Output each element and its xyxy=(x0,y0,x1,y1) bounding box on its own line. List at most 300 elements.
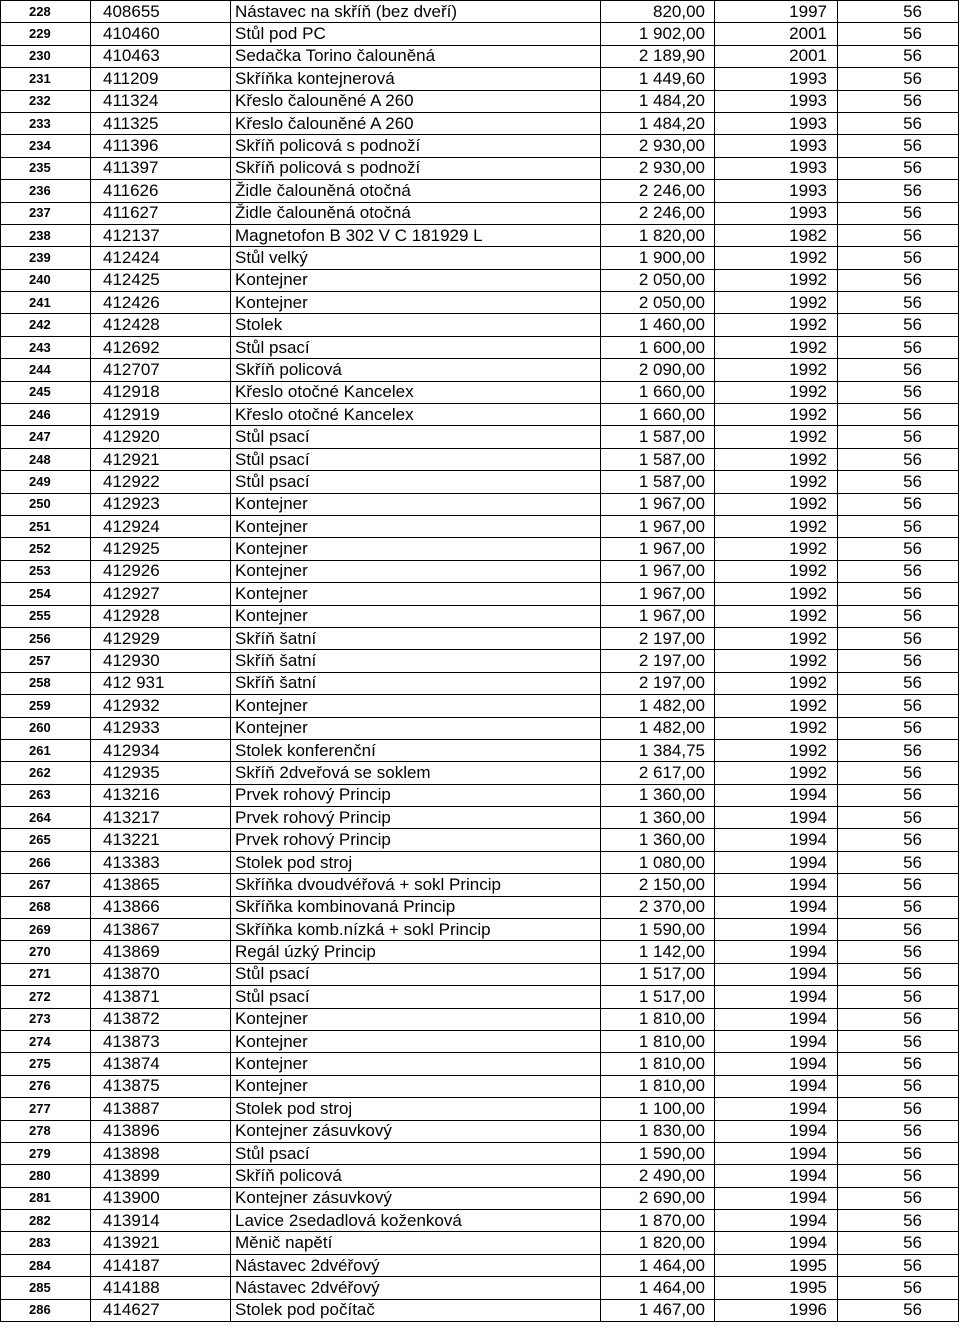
inventory-code-cell: 413875 xyxy=(91,1075,231,1097)
row-number-cell: 282 xyxy=(1,1210,91,1232)
price-cell: 2 189,90 xyxy=(601,45,715,67)
table-row xyxy=(1,672,959,694)
department-cell: 56 xyxy=(838,404,959,426)
price-cell: 1 449,60 xyxy=(601,68,715,90)
table-row xyxy=(1,269,959,291)
price-cell: 1 830,00 xyxy=(601,1120,715,1142)
table-row xyxy=(1,896,959,918)
department-cell: 56 xyxy=(838,1210,959,1232)
inventory-code-cell: 412932 xyxy=(91,695,231,717)
table-row xyxy=(1,1098,959,1120)
table-row xyxy=(1,560,959,582)
department-cell: 56 xyxy=(838,314,959,336)
inventory-code-cell: 411626 xyxy=(91,180,231,202)
table-row xyxy=(1,695,959,717)
item-name-cell: Kontejner xyxy=(231,1008,601,1030)
year-cell: 1995 xyxy=(715,1277,838,1299)
row-number-cell: 230 xyxy=(1,45,91,67)
item-name-cell: Skříň šatní xyxy=(231,650,601,672)
year-cell: 1992 xyxy=(715,336,838,358)
item-name-cell: Kontejner xyxy=(231,1030,601,1052)
table-row xyxy=(1,112,959,134)
price-cell: 1 360,00 xyxy=(601,829,715,851)
inventory-code-cell: 413921 xyxy=(91,1232,231,1254)
price-cell: 1 484,20 xyxy=(601,112,715,134)
department-cell: 56 xyxy=(838,247,959,269)
inventory-code-cell: 413898 xyxy=(91,1142,231,1164)
price-cell: 2 617,00 xyxy=(601,762,715,784)
year-cell: 1992 xyxy=(715,247,838,269)
table-row xyxy=(1,1,959,23)
year-cell: 2001 xyxy=(715,23,838,45)
price-cell: 1 590,00 xyxy=(601,919,715,941)
inventory-code-cell: 412921 xyxy=(91,448,231,470)
inventory-code-cell: 411324 xyxy=(91,90,231,112)
department-cell: 56 xyxy=(838,1053,959,1075)
price-cell: 1 902,00 xyxy=(601,23,715,45)
item-name-cell: Kontejner xyxy=(231,538,601,560)
year-cell: 1994 xyxy=(715,784,838,806)
inventory-code-cell: 413896 xyxy=(91,1120,231,1142)
table-row xyxy=(1,1232,959,1254)
price-cell: 1 810,00 xyxy=(601,1075,715,1097)
department-cell: 56 xyxy=(838,1098,959,1120)
price-cell: 1 587,00 xyxy=(601,426,715,448)
item-name-cell: Sedačka Torino čalouněná xyxy=(231,45,601,67)
item-name-cell: Stůl psací xyxy=(231,963,601,985)
row-number-cell: 261 xyxy=(1,739,91,761)
table-row xyxy=(1,493,959,515)
year-cell: 1994 xyxy=(715,941,838,963)
table-row xyxy=(1,941,959,963)
year-cell: 1992 xyxy=(715,672,838,694)
price-cell: 1 660,00 xyxy=(601,404,715,426)
row-number-cell: 281 xyxy=(1,1187,91,1209)
department-cell: 56 xyxy=(838,851,959,873)
department-cell: 56 xyxy=(838,1187,959,1209)
year-cell: 1992 xyxy=(715,493,838,515)
year-cell: 1994 xyxy=(715,1187,838,1209)
item-name-cell: Prvek rohový Princip xyxy=(231,807,601,829)
row-number-cell: 251 xyxy=(1,515,91,537)
row-number-cell: 268 xyxy=(1,896,91,918)
price-cell: 1 467,00 xyxy=(601,1299,715,1321)
table-row xyxy=(1,605,959,627)
table-row xyxy=(1,1120,959,1142)
item-name-cell: Kontejner xyxy=(231,1053,601,1075)
year-cell: 1992 xyxy=(715,269,838,291)
row-number-cell: 258 xyxy=(1,672,91,694)
table-row xyxy=(1,426,959,448)
inventory-code-cell: 412928 xyxy=(91,605,231,627)
table-row xyxy=(1,224,959,246)
department-cell: 56 xyxy=(838,1120,959,1142)
row-number-cell: 259 xyxy=(1,695,91,717)
item-name-cell: Měnič napětí xyxy=(231,1232,601,1254)
year-cell: 1994 xyxy=(715,1030,838,1052)
department-cell: 56 xyxy=(838,963,959,985)
row-number-cell: 257 xyxy=(1,650,91,672)
inventory-code-cell: 413383 xyxy=(91,851,231,873)
row-number-cell: 250 xyxy=(1,493,91,515)
department-cell: 56 xyxy=(838,359,959,381)
table-row xyxy=(1,1053,959,1075)
year-cell: 1993 xyxy=(715,68,838,90)
department-cell: 56 xyxy=(838,269,959,291)
price-cell: 2 050,00 xyxy=(601,269,715,291)
inventory-code-cell: 413874 xyxy=(91,1053,231,1075)
row-number-cell: 247 xyxy=(1,426,91,448)
table-row xyxy=(1,404,959,426)
item-name-cell: Kontejner xyxy=(231,292,601,314)
department-cell: 56 xyxy=(838,941,959,963)
department-cell: 56 xyxy=(838,1254,959,1276)
inventory-code-cell: 412927 xyxy=(91,583,231,605)
table-row xyxy=(1,448,959,470)
price-cell: 1 600,00 xyxy=(601,336,715,358)
department-cell: 56 xyxy=(838,672,959,694)
row-number-cell: 228 xyxy=(1,1,91,23)
inventory-code-cell: 414627 xyxy=(91,1299,231,1321)
inventory-code-cell: 412425 xyxy=(91,269,231,291)
inventory-code-cell: 411627 xyxy=(91,202,231,224)
item-name-cell: Regál úzký Princip xyxy=(231,941,601,963)
table-row xyxy=(1,1254,959,1276)
item-name-cell: Stůl psací xyxy=(231,471,601,493)
department-cell: 56 xyxy=(838,224,959,246)
table-row xyxy=(1,1277,959,1299)
inventory-code-cell: 411209 xyxy=(91,68,231,90)
department-cell: 56 xyxy=(838,112,959,134)
year-cell: 1993 xyxy=(715,135,838,157)
row-number-cell: 275 xyxy=(1,1053,91,1075)
price-cell: 1 820,00 xyxy=(601,1232,715,1254)
price-cell: 2 930,00 xyxy=(601,135,715,157)
table-row xyxy=(1,1187,959,1209)
table-row xyxy=(1,1142,959,1164)
inventory-code-cell: 412707 xyxy=(91,359,231,381)
price-cell: 1 360,00 xyxy=(601,807,715,829)
inventory-table-body xyxy=(1,1,959,1322)
year-cell: 1994 xyxy=(715,1098,838,1120)
price-cell: 2 197,00 xyxy=(601,650,715,672)
inventory-code-cell: 413221 xyxy=(91,829,231,851)
inventory-code-cell: 414188 xyxy=(91,1277,231,1299)
row-number-cell: 229 xyxy=(1,23,91,45)
item-name-cell: Stůl psací xyxy=(231,336,601,358)
price-cell: 820,00 xyxy=(601,1,715,23)
item-name-cell: Skříň policová s podnoží xyxy=(231,135,601,157)
table-row xyxy=(1,829,959,851)
year-cell: 1992 xyxy=(715,650,838,672)
price-cell: 2 370,00 xyxy=(601,896,715,918)
price-cell: 1 460,00 xyxy=(601,314,715,336)
item-name-cell: Nástavec na skříň (bez dveří) xyxy=(231,1,601,23)
row-number-cell: 253 xyxy=(1,560,91,582)
inventory-code-cell: 413865 xyxy=(91,874,231,896)
item-name-cell: Prvek rohový Princip xyxy=(231,784,601,806)
year-cell: 1994 xyxy=(715,1075,838,1097)
price-cell: 1 142,00 xyxy=(601,941,715,963)
department-cell: 56 xyxy=(838,807,959,829)
year-cell: 2001 xyxy=(715,45,838,67)
item-name-cell: Stůl pod PC xyxy=(231,23,601,45)
price-cell: 1 482,00 xyxy=(601,717,715,739)
item-name-cell: Skříňka dvoudvéřová + sokl Princip xyxy=(231,874,601,896)
item-name-cell: Skříňka kontejnerová xyxy=(231,68,601,90)
price-cell: 1 967,00 xyxy=(601,583,715,605)
item-name-cell: Skříň šatní xyxy=(231,627,601,649)
row-number-cell: 243 xyxy=(1,336,91,358)
table-row xyxy=(1,807,959,829)
department-cell: 56 xyxy=(838,68,959,90)
department-cell: 56 xyxy=(838,583,959,605)
inventory-code-cell: 410460 xyxy=(91,23,231,45)
department-cell: 56 xyxy=(838,762,959,784)
department-cell: 56 xyxy=(838,471,959,493)
inventory-code-cell: 412926 xyxy=(91,560,231,582)
year-cell: 1994 xyxy=(715,807,838,829)
item-name-cell: Skříň policová xyxy=(231,359,601,381)
inventory-code-cell: 414187 xyxy=(91,1254,231,1276)
row-number-cell: 254 xyxy=(1,583,91,605)
row-number-cell: 231 xyxy=(1,68,91,90)
row-number-cell: 236 xyxy=(1,180,91,202)
row-number-cell: 233 xyxy=(1,112,91,134)
inventory-code-cell: 412929 xyxy=(91,627,231,649)
inventory-code-cell: 413887 xyxy=(91,1098,231,1120)
row-number-cell: 241 xyxy=(1,292,91,314)
year-cell: 1994 xyxy=(715,1165,838,1187)
row-number-cell: 270 xyxy=(1,941,91,963)
year-cell: 1994 xyxy=(715,986,838,1008)
table-row xyxy=(1,874,959,896)
inventory-code-cell: 413870 xyxy=(91,963,231,985)
inventory-code-cell: 412137 xyxy=(91,224,231,246)
inventory-code-cell: 412919 xyxy=(91,404,231,426)
row-number-cell: 273 xyxy=(1,1008,91,1030)
price-cell: 1 810,00 xyxy=(601,1030,715,1052)
row-number-cell: 276 xyxy=(1,1075,91,1097)
row-number-cell: 283 xyxy=(1,1232,91,1254)
table-row xyxy=(1,1299,959,1321)
price-cell: 1 900,00 xyxy=(601,247,715,269)
year-cell: 1995 xyxy=(715,1254,838,1276)
inventory-code-cell: 412428 xyxy=(91,314,231,336)
row-number-cell: 265 xyxy=(1,829,91,851)
year-cell: 1992 xyxy=(715,583,838,605)
year-cell: 1992 xyxy=(715,560,838,582)
item-name-cell: Kontejner zásuvkový xyxy=(231,1187,601,1209)
inventory-code-cell: 412918 xyxy=(91,381,231,403)
price-cell: 1 810,00 xyxy=(601,1053,715,1075)
year-cell: 1993 xyxy=(715,112,838,134)
item-name-cell: Kontejner xyxy=(231,695,601,717)
item-name-cell: Nástavec 2dvéřový xyxy=(231,1254,601,1276)
inventory-code-cell: 412935 xyxy=(91,762,231,784)
row-number-cell: 280 xyxy=(1,1165,91,1187)
year-cell: 1992 xyxy=(715,314,838,336)
row-number-cell: 252 xyxy=(1,538,91,560)
year-cell: 1993 xyxy=(715,90,838,112)
department-cell: 56 xyxy=(838,157,959,179)
inventory-code-cell: 412930 xyxy=(91,650,231,672)
table-row xyxy=(1,90,959,112)
year-cell: 1992 xyxy=(715,739,838,761)
table-row xyxy=(1,650,959,672)
item-name-cell: Kontejner xyxy=(231,515,601,537)
row-number-cell: 245 xyxy=(1,381,91,403)
table-row xyxy=(1,180,959,202)
department-cell: 56 xyxy=(838,202,959,224)
year-cell: 1994 xyxy=(715,1053,838,1075)
table-row xyxy=(1,157,959,179)
table-row xyxy=(1,471,959,493)
row-number-cell: 260 xyxy=(1,717,91,739)
table-row xyxy=(1,381,959,403)
year-cell: 1992 xyxy=(715,538,838,560)
table-row xyxy=(1,1075,959,1097)
table-row xyxy=(1,1210,959,1232)
item-name-cell: Stolek pod počítač xyxy=(231,1299,601,1321)
department-cell: 56 xyxy=(838,90,959,112)
price-cell: 1 484,20 xyxy=(601,90,715,112)
price-cell: 1 080,00 xyxy=(601,851,715,873)
item-name-cell: Kontejner xyxy=(231,493,601,515)
department-cell: 56 xyxy=(838,493,959,515)
table-row xyxy=(1,45,959,67)
row-number-cell: 274 xyxy=(1,1030,91,1052)
department-cell: 56 xyxy=(838,45,959,67)
department-cell: 56 xyxy=(838,538,959,560)
row-number-cell: 286 xyxy=(1,1299,91,1321)
inventory-code-cell: 412 931 xyxy=(91,672,231,694)
row-number-cell: 237 xyxy=(1,202,91,224)
department-cell: 56 xyxy=(838,1277,959,1299)
item-name-cell: Stůl psací xyxy=(231,1142,601,1164)
year-cell: 1992 xyxy=(715,471,838,493)
item-name-cell: Stůl psací xyxy=(231,986,601,1008)
price-cell: 1 967,00 xyxy=(601,515,715,537)
table-row xyxy=(1,515,959,537)
department-cell: 56 xyxy=(838,292,959,314)
department-cell: 56 xyxy=(838,650,959,672)
year-cell: 1994 xyxy=(715,919,838,941)
row-number-cell: 248 xyxy=(1,448,91,470)
item-name-cell: Židle čalouněná otočná xyxy=(231,202,601,224)
inventory-code-cell: 410463 xyxy=(91,45,231,67)
inventory-code-cell: 412920 xyxy=(91,426,231,448)
price-cell: 1 384,75 xyxy=(601,739,715,761)
row-number-cell: 284 xyxy=(1,1254,91,1276)
row-number-cell: 235 xyxy=(1,157,91,179)
year-cell: 1992 xyxy=(715,515,838,537)
table-row xyxy=(1,717,959,739)
department-cell: 56 xyxy=(838,829,959,851)
row-number-cell: 255 xyxy=(1,605,91,627)
price-cell: 1 967,00 xyxy=(601,605,715,627)
year-cell: 1994 xyxy=(715,963,838,985)
year-cell: 1993 xyxy=(715,157,838,179)
price-cell: 1 464,00 xyxy=(601,1277,715,1299)
department-cell: 56 xyxy=(838,919,959,941)
row-number-cell: 240 xyxy=(1,269,91,291)
item-name-cell: Kontejner zásuvkový xyxy=(231,1120,601,1142)
row-number-cell: 262 xyxy=(1,762,91,784)
row-number-cell: 269 xyxy=(1,919,91,941)
item-name-cell: Stůl psací xyxy=(231,426,601,448)
table-row xyxy=(1,202,959,224)
year-cell: 1982 xyxy=(715,224,838,246)
item-name-cell: Lavice 2sedadlová koženková xyxy=(231,1210,601,1232)
department-cell: 56 xyxy=(838,986,959,1008)
item-name-cell: Skříň 2dveřová se soklem xyxy=(231,762,601,784)
department-cell: 56 xyxy=(838,695,959,717)
item-name-cell: Křeslo otočné Kancelex xyxy=(231,381,601,403)
year-cell: 1994 xyxy=(715,1232,838,1254)
row-number-cell: 271 xyxy=(1,963,91,985)
row-number-cell: 279 xyxy=(1,1142,91,1164)
row-number-cell: 246 xyxy=(1,404,91,426)
inventory-code-cell: 412692 xyxy=(91,336,231,358)
price-cell: 2 490,00 xyxy=(601,1165,715,1187)
year-cell: 1993 xyxy=(715,180,838,202)
item-name-cell: Skříňka komb.nízká + sokl Princip xyxy=(231,919,601,941)
inventory-code-cell: 412934 xyxy=(91,739,231,761)
price-cell: 2 690,00 xyxy=(601,1187,715,1209)
item-name-cell: Kontejner xyxy=(231,583,601,605)
item-name-cell: Skříň policová s podnoží xyxy=(231,157,601,179)
item-name-cell: Stolek konferenční xyxy=(231,739,601,761)
price-cell: 2 246,00 xyxy=(601,180,715,202)
inventory-code-cell: 412922 xyxy=(91,471,231,493)
price-cell: 1 967,00 xyxy=(601,493,715,515)
table-row xyxy=(1,292,959,314)
item-name-cell: Stolek pod stroj xyxy=(231,1098,601,1120)
department-cell: 56 xyxy=(838,560,959,582)
inventory-code-cell: 412924 xyxy=(91,515,231,537)
department-cell: 56 xyxy=(838,717,959,739)
table-row xyxy=(1,336,959,358)
department-cell: 56 xyxy=(838,605,959,627)
table-row xyxy=(1,762,959,784)
row-number-cell: 264 xyxy=(1,807,91,829)
year-cell: 1992 xyxy=(715,381,838,403)
price-cell: 1 660,00 xyxy=(601,381,715,403)
item-name-cell: Křeslo otočné Kancelex xyxy=(231,404,601,426)
inventory-code-cell: 413216 xyxy=(91,784,231,806)
table-row xyxy=(1,851,959,873)
table-row xyxy=(1,963,959,985)
item-name-cell: Židle čalouněná otočná xyxy=(231,180,601,202)
item-name-cell: Kontejner xyxy=(231,717,601,739)
department-cell: 56 xyxy=(838,426,959,448)
item-name-cell: Křeslo čalouněné A 260 xyxy=(231,112,601,134)
item-name-cell: Stůl velký xyxy=(231,247,601,269)
year-cell: 1992 xyxy=(715,695,838,717)
table-row xyxy=(1,314,959,336)
item-name-cell: Stůl psací xyxy=(231,448,601,470)
item-name-cell: Křeslo čalouněné A 260 xyxy=(231,90,601,112)
price-cell: 1 967,00 xyxy=(601,538,715,560)
price-cell: 1 820,00 xyxy=(601,224,715,246)
table-row xyxy=(1,919,959,941)
item-name-cell: Skříňka kombinovaná Princip xyxy=(231,896,601,918)
inventory-code-cell: 412923 xyxy=(91,493,231,515)
inventory-code-cell: 411397 xyxy=(91,157,231,179)
year-cell: 1992 xyxy=(715,404,838,426)
inventory-code-cell: 412424 xyxy=(91,247,231,269)
